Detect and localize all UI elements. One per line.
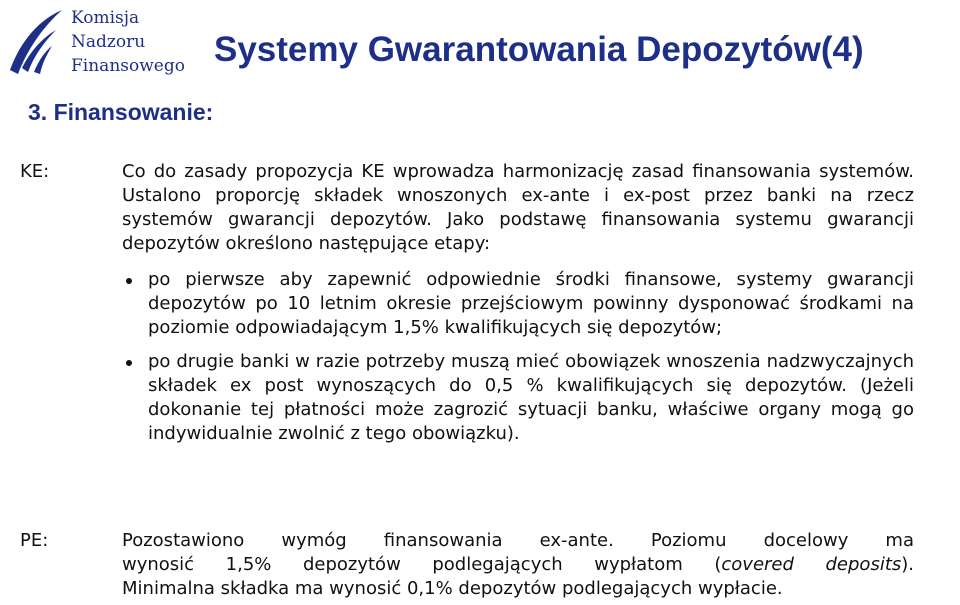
pe-line-1: Pozostawiono wymóg finansowania ex-ante. Poziomu docelowy ma (122, 530, 914, 551)
ke-paragraph: Co do zasady propozycja KE wprowadza harmonizację zasad finansowania systemów. Ustalono proporcję składek wnoszonych ex-ante i ex-post przez banki na rzecz systemów gwarancji depozytów. Jako podstawę finansowania systemu gwarancji depozytów określono następujące etapy: (122, 161, 914, 254)
knf-logo-text (71, 6, 185, 78)
bullet-text: po pierwsze aby zapewnić odpowiednie środki finansowe, systemy gwarancji depozytów po 10 letnim okresie przejściowym powinny dysponować środkami na poziomie odpowiadającym 1,5% kwalifikujących się depozytów; (148, 269, 914, 338)
logo-line-finansowego: Finansowego (71, 56, 185, 76)
ke-bullet-list (122, 268, 914, 446)
pe-line-2-text-b: ). (901, 554, 915, 575)
logo-line-nadzoru: Nadzoru (71, 32, 146, 52)
list-item (122, 268, 914, 340)
page-title: Systemy Gwarantowania Depozytów(4) (214, 30, 864, 69)
pe-content (122, 529, 914, 601)
pe-line-2-italic: covered deposits (721, 554, 902, 575)
bullet-icon (126, 278, 132, 284)
logo-line-komisja: Komisja (71, 8, 140, 28)
ke-label: KE: (20, 161, 50, 182)
pe-line-2 (122, 553, 914, 577)
section-title: 3. Finansowanie: (28, 99, 214, 125)
ke-content (122, 160, 914, 456)
list-item (122, 350, 914, 446)
knf-logo-mark-icon (4, 8, 72, 80)
pe-line-3: Minimalna składka ma wynosić 0,1% depozytów podlegających wypłacie. (122, 578, 783, 599)
knf-logo (4, 4, 184, 82)
pe-label: PE: (20, 530, 49, 551)
bullet-text: po drugie banki w razie potrzeby muszą mieć obowiązek wnoszenia nadzwyczajnych składek ex post wynoszących do 0,5 % kwalifikujących się depozytów. (Jeżeli dokonanie tej płatności może zagrozić sytuacji banku, właściwe organy mogą go indywidualnie zwolnić z tego obowiązku). (148, 351, 914, 444)
bullet-icon (126, 360, 132, 366)
pe-line-2-text-a: wynosić 1,5% depozytów podlegających wypłatom ( (122, 554, 722, 575)
